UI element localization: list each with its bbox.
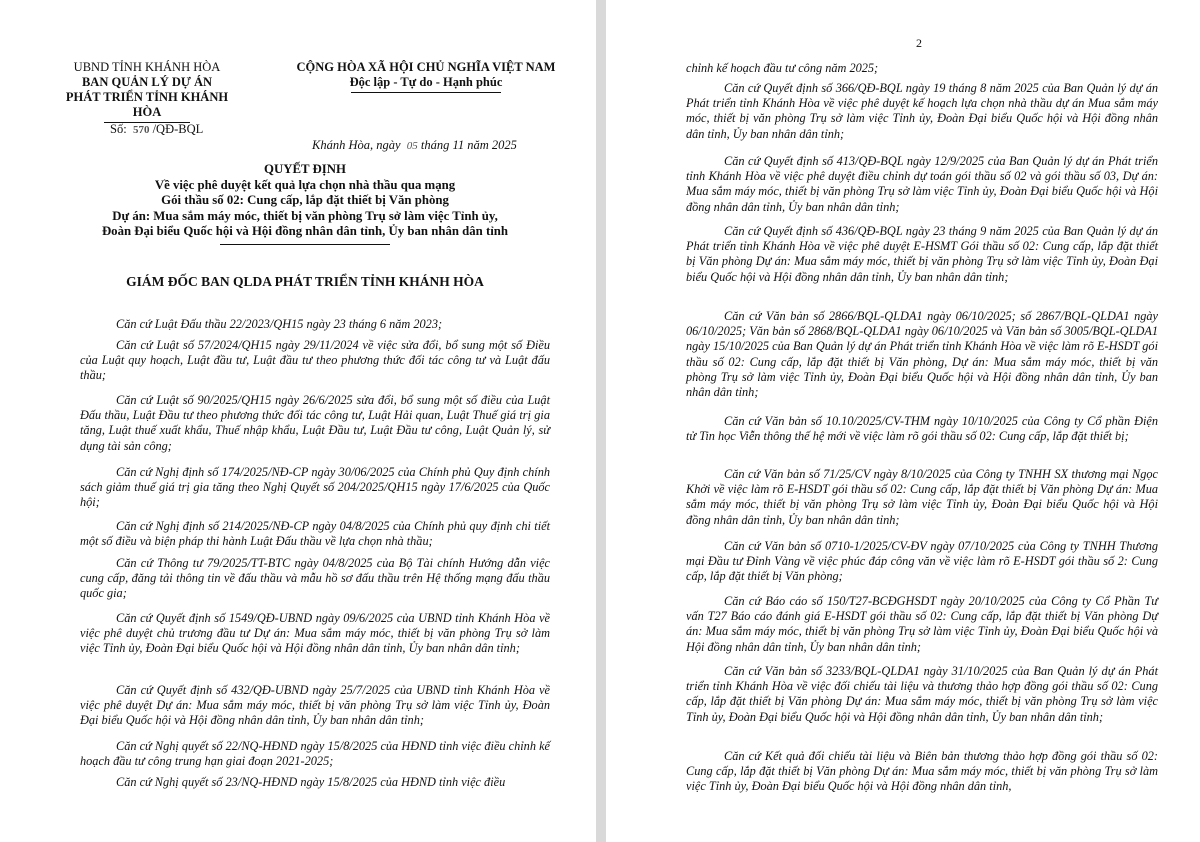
legal-basis-paragraph: Căn cứ Quyết định số 1549/QĐ-UBND ngày 09/6/2025 của UBND tỉnh Khánh Hòa về việc phê duyệt chủ trương đầu tư Dự án: Mua sắm máy móc, thiết bị văn phòng Trụ sở làm việc Tỉnh ủy, Đoàn Đại biểu Quốc hội và Hội đồng nhân dân tỉnh, Ủy ban nhân dân tỉnh;	[80, 611, 550, 656]
legal-basis-paragraph: chỉnh kế hoạch đầu tư công năm 2025;	[686, 61, 879, 75]
legal-basis-paragraph: Căn cứ Luật Đấu thầu 22/2023/QH15 ngày 23 tháng 6 năm 2023;	[116, 317, 443, 331]
title-line-1: QUYẾT ĐỊNH	[264, 162, 346, 176]
legal-basis-paragraph: Căn cứ Quyết định số 436/QĐ-BQL ngày 23 tháng 9 năm 2025 của Ban Quản lý dự án Phát triển tỉnh Khánh Hòa về việc phê duyệt E-HSMT Gói thầu số 02: Cung cấp, lắp đặt thiết bị Văn phòng Dự án: Mua sắm máy móc, thiết bị văn phòng Trụ sở làm việc Tỉnh ủy, Đoàn Đại biểu Quốc hội và Hội đồng nhân dân tỉnh, Ủy ban nhân dân tỉnh;	[686, 224, 1158, 284]
legal-basis-paragraph: Căn cứ Văn bản số 71/25/CV ngày 8/10/2025 của Công ty TNHH SX thương mại Ngọc Khởi về việc làm rõ E-HSDT gói thầu số 02: Cung cấp, lắp đặt thiết bị Văn phòng Dự án: Mua sắm máy móc, thiết bị văn phòng Trụ sở làm việc Tỉnh ủy, Đoàn Đại biểu Quốc hội và Hội đồng nhân dân tỉnh, Ủy ban nhân dân tỉnh;	[686, 467, 1158, 527]
document-page-1	[0, 0, 596, 842]
legal-basis-paragraph: Căn cứ Báo cáo số 150/T27-BCĐGHSDT ngày 20/10/2025 của Công ty Cổ Phần Tư vấn T27 Báo cáo đánh giá E-HSDT gói thầu số 02: Cung cấp, lắp đặt thiết bị Văn phòng Dự án: Mua sắm máy móc, thiết bị văn phòng Trụ sở làm việc Tỉnh ủy, Đoàn Đại biểu Quốc hội và Hội đồng nhân dân tỉnh, Ủy ban nhân dân tỉnh;	[686, 594, 1158, 654]
date-day: 05	[406, 140, 418, 152]
legal-basis-paragraph: Căn cứ Thông tư 79/2025/TT-BTC ngày 04/8/2025 của Bộ Tài chính Hướng dẫn việc cung cấp, đăng tải thông tin về đấu thầu và mẫu hồ sơ đấu thầu trên Hệ thống mạng đấu thầu quốc gia;	[80, 556, 550, 601]
legal-basis-paragraph: Căn cứ Nghị định số 174/2025/NĐ-CP ngày 30/06/2025 của Chính phủ Quy định chính sách giảm thuế giá trị gia tăng theo Nghị Quyết số 204/2025/QH15 ngày 17/6/2025 của Quốc hội;	[80, 465, 550, 510]
org-line-1: UBND TỈNH KHÁNH HÒA	[73, 60, 221, 74]
legal-basis-paragraph: Căn cứ Quyết định số 366/QĐ-BQL ngày 19 tháng 8 năm 2025 của Ban Quản lý dự án Phát triển tỉnh Khánh Hòa về việc phê duyệt kế hoạch lựa chọn nhà thầu dự án Mua sắm máy móc, thiết bị văn phòng Trụ sở làm việc Tỉnh ủy, Đoàn Đại biểu Quốc hội và Hội đồng nhân dân tỉnh, Ủy ban nhân dân tỉnh;	[686, 81, 1158, 141]
legal-basis-paragraph: Căn cứ Nghị quyết số 23/NQ-HĐND ngày 15/8/2025 của HĐND tỉnh việc điều	[116, 775, 506, 789]
title-underline	[220, 244, 390, 245]
org-line-3: PHÁT TRIỂN TỈNH KHÁNH HÒA	[65, 90, 229, 119]
doc-number-prefix: Số:	[110, 122, 127, 136]
page-number: 2	[916, 36, 922, 50]
title-line-5: Đoàn Đại biểu Quốc hội và Hội đồng nhân dân tỉnh, Ủy ban nhân dân tỉnh	[101, 224, 509, 238]
doc-number-value: 570	[132, 124, 150, 136]
legal-basis-paragraph: Căn cứ Văn bản số 0710-1/2025/CV-ĐV ngày 07/10/2025 của Công ty TNHH Thương mại Đầu tư Đỉnh Vàng về việc phúc đáp công văn về việc làm rõ E-HSDT gói thầu số 2: Cung cấp, lắp đặt thiết bị Văn phòng;	[686, 539, 1158, 584]
document-number	[110, 122, 203, 137]
decision-title	[60, 162, 550, 245]
legal-basis-paragraph: Căn cứ Văn bản số 2866/BQL-QLDA1 ngày 06/10/2025; số 2867/BQL-QLDA1 ngày 06/10/2025; Văn bản số 2868/BQL-QLDA1 ngày 06/10/2025 và Văn bản số 3005/BQL-QLDA1 ngày 15/10/2025 của Ban Quản lý dự án Phát triển tỉnh Khánh Hòa về việc làm rõ E-HSDT gói thầu số 02: Cung cấp, lắp đặt thiết bị Văn phòng, Dự án: Mua sắm máy móc, thiết bị văn phòng Trụ sở làm việc Tỉnh ủy, Đoàn Đại biểu Quốc hội và Hội đồng nhân dân tỉnh, Ủy ban nhân dân tỉnh;	[686, 309, 1158, 400]
title-line-3: Gói thầu số 02: Cung cấp, lắp đặt thiết bị Văn phòng	[161, 193, 449, 207]
legal-basis-paragraph: Căn cứ Luật số 90/2025/QH15 ngày 26/6/2025 sửa đổi, bổ sung một số điều của Luật Đấu thầu, Luật Đầu tư theo phương thức đối tác công tư, Luật Hải quan, Luật Thuế giá trị gia tăng, Luật thuế xuất khẩu, Thuế nhập khẩu, Luật Đầu tư, Luật Đầu tư công, Luật Quản lý, sử dụng tài sản công;	[80, 393, 550, 453]
director-heading: GIÁM ĐỐC BAN QLDA PHÁT TRIỂN TỈNH KHÁNH HÒA	[126, 274, 484, 289]
legal-basis-paragraph: Căn cứ Luật số 57/2024/QH15 ngày 29/11/2024 về việc sửa đổi, bổ sung một số Điều của Luật quy hoạch, Luật đầu tư, Luật đầu tư theo phương thức đối tác công tư và Luật đấu thầu;	[80, 338, 550, 383]
legal-basis-paragraph: Căn cứ Kết quả đối chiếu tài liệu và Biên bản thương thảo hợp đồng gói thầu số 02: Cung cấp, lắp đặt thiết bị Văn phòng Dự án: Mua sắm máy móc, thiết bị văn phòng Trụ sở làm việc Tỉnh ủy, Đoàn Đại biểu Quốc hội và Hội đồng nhân dân tỉnh,	[686, 749, 1158, 794]
legal-basis-paragraph: Căn cứ Quyết định số 432/QĐ-UBND ngày 25/7/2025 của UBND tỉnh Khánh Hòa về việc phê duyệt Dự án: Mua sắm máy móc, thiết bị văn phòng Trụ sở làm việc Tỉnh ủy, Đoàn Đại biểu Quốc hội và Hội đồng nhân dân tỉnh, Ủy ban nhân dân tỉnh;	[80, 683, 550, 728]
document-page-2	[606, 0, 1200, 842]
motto-underline	[351, 92, 501, 93]
national-motto	[284, 60, 568, 93]
legal-basis-paragraph: Căn cứ Quyết định số 413/QĐ-BQL ngày 12/9/2025 của Ban Quản lý dự án Phát triển tỉnh Khánh Hòa về việc phê duyệt điều chỉnh dự toán gói thầu số 02 và gói thầu số 03, Dự án: Mua sắm máy móc, thiết bị văn phòng Trụ sở làm việc Tỉnh ủy, Đoàn Đại biểu Quốc hội và Hội đồng nhân dân tỉnh, Ủy ban nhân dân tỉnh;	[686, 154, 1158, 214]
legal-basis-paragraph: Căn cứ Nghị định số 214/2025/NĐ-CP ngày 04/8/2025 của Chính phủ quy định chi tiết một số điều và biện pháp thi hành Luật Đấu thầu về lựa chọn nhà thầu;	[80, 519, 550, 549]
issuing-organization	[52, 60, 242, 123]
legal-basis-paragraph: Căn cứ Văn bản số 10.10/2025/CV-THM ngày 10/10/2025 của Công ty Cổ phần Điện tử Tin học Viễn thông thế hệ mới về việc làm rõ gói thầu số 02: Cung cấp, lắp đặt thiết bị;	[686, 414, 1158, 444]
doc-number-suffix: /QĐ-BQL	[152, 122, 204, 136]
date-prefix: Khánh Hòa, ngày	[312, 138, 401, 152]
title-line-2: Về việc phê duyệt kết quả lựa chọn nhà thầu qua mạng	[154, 177, 456, 192]
legal-basis-paragraph: Căn cứ Nghị quyết số 22/NQ-HĐND ngày 15/8/2025 của HĐND tỉnh việc điều chỉnh kế hoạch đầu tư công trung hạn giai đoạn 2021-2025;	[80, 739, 550, 769]
page-gap	[596, 0, 606, 842]
org-line-2: BAN QUẢN LÝ DỰ ÁN	[81, 75, 213, 89]
document-date	[312, 138, 517, 153]
motto-line-1: CỘNG HÒA XÃ HỘI CHỦ NGHĨA VIỆT NAM	[296, 60, 556, 74]
motto-line-2: Độc lập - Tự do - Hạnh phúc	[349, 75, 503, 89]
title-line-4: Dự án: Mua sắm máy móc, thiết bị văn phòng Trụ sở làm việc Tỉnh ủy,	[112, 208, 498, 223]
date-suffix: tháng 11 năm 2025	[420, 138, 517, 152]
legal-basis-paragraph: Căn cứ Văn bản số 3233/BQL-QLDA1 ngày 31/10/2025 của Ban Quản lý dự án Phát triển tỉnh Khánh Hòa về việc đối chiếu tài liệu và thương thảo hợp đồng gói thầu số 02: Cung cấp, lắp đặt thiết bị Văn phòng Dự án: Mua sắm máy móc, thiết bị văn phòng Trụ sở làm việc Tỉnh ủy, Đoàn Đại biểu Quốc hội và Hội đồng nhân dân tỉnh, Ủy ban nhân dân tỉnh;	[686, 664, 1158, 724]
